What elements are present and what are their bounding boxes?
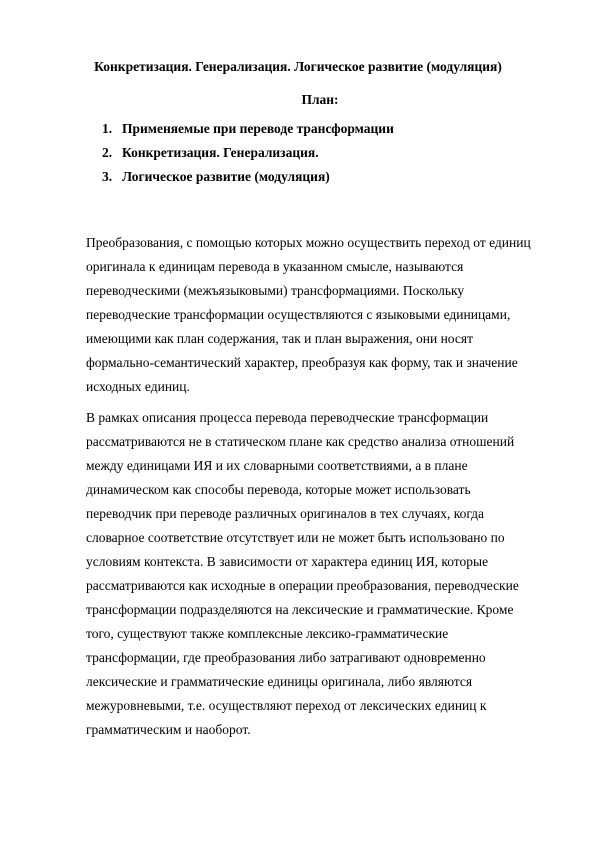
- text-line: того, существуют также комплексные лексико-грамматические: [86, 626, 449, 641]
- text-line: лексические и грамматические единицы оригинала, либо являются: [86, 674, 473, 689]
- text-line: словарное соответствие отсутствует или не может быть использовано по: [86, 530, 505, 545]
- plan-item: [102, 120, 394, 144]
- text-line: переводческие трансформации осуществляются с языковыми единицами,: [86, 307, 511, 322]
- text-line: рассматриваются не в статическом плане как средство анализа отношений: [86, 434, 515, 449]
- text-line: переводческими (межъязыковыми) трансформациями. Поскольку: [86, 283, 465, 298]
- text-line: между единицами ИЯ и их словарными соответствиями, а в плане: [86, 458, 468, 473]
- text-line: формально-семантический характер, преобразуя как форму, так и значение: [86, 355, 518, 370]
- text-line: оригинала к единицам перевода в указанном смысле, называются: [86, 259, 464, 274]
- plan-item: [102, 168, 394, 192]
- text-line: межуровневыми, т.е. осуществляют переход от лексических единиц к: [86, 698, 487, 713]
- text-line: В рамках описания процесса перевода переводческие трансформации: [86, 410, 489, 425]
- text-line: рассматриваются как исходные в операции преобразования, переводческие: [86, 578, 519, 593]
- text-line: переводчик при переводе различных оригиналов в тех случаях, когда: [86, 506, 485, 521]
- text-line: условиям контекста. В зависимости от характера единиц ИЯ, которые: [86, 554, 489, 569]
- text-line: имеющими как план содержания, так и план выражения, они носят: [86, 331, 473, 346]
- plan-item-text: Применяемые при переводе трансформации: [122, 121, 394, 136]
- plan-heading: План:: [301, 92, 339, 107]
- text-line: грамматическим и наоборот.: [86, 722, 251, 737]
- text-line: исходных единиц.: [86, 379, 190, 394]
- paragraph: [86, 231, 566, 399]
- plan-item-number: 2.: [102, 145, 113, 160]
- text-line: динамическом как способы перевода, которые может использовать: [86, 482, 471, 497]
- plan-item-number: 1.: [102, 121, 113, 136]
- plan-item-text: Конкретизация. Генерализация.: [122, 145, 319, 160]
- document-title: Конкретизация. Генерализация. Логическое развитие (модуляция): [94, 59, 502, 74]
- plan-item-text: Логическое развитие (модуляция): [122, 169, 330, 184]
- body-text: [86, 231, 566, 749]
- paragraph: [86, 406, 566, 742]
- text-line: Преобразования, с помощью которых можно осуществить переход от единиц: [86, 235, 531, 250]
- plan-item: [102, 144, 394, 168]
- text-line: трансформации, где преобразования либо затрагивают одновременно: [86, 650, 486, 665]
- plan-item-number: 3.: [102, 169, 113, 184]
- plan-list: [102, 120, 394, 192]
- text-line: трансформации подразделяются на лексические и грамматические. Кроме: [86, 602, 514, 617]
